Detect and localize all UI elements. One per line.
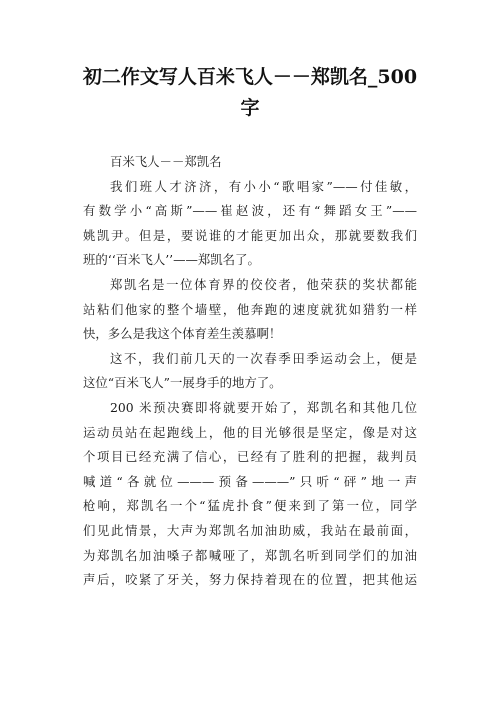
text-line: 快，多么是我这个体育差生羡慕啊！ bbox=[83, 326, 282, 342]
text-line: 声后，咬紧了牙关，努力保持着现在的位置，把其他运 bbox=[83, 572, 417, 588]
text-line: 们见此情景，大声为郑凯名加油助威，我站在最前面， bbox=[83, 522, 417, 538]
text-line: 枪响，郑凯名一个“猛虎扑食”便来到了第一位，同学 bbox=[83, 498, 417, 514]
title-line-2: 字 bbox=[240, 97, 260, 119]
text-line: 运动员站在起跑线上，他的目光够很是坚定，像是对这 bbox=[83, 424, 417, 440]
text-line: 个项目已经充满了信心，已经有了胜利的把握，裁判员 bbox=[83, 449, 417, 465]
text-line: 这不，我们前几天的一次春季田季运动会上，便是 bbox=[110, 350, 417, 366]
article-subtitle: 百米飞人－－郑凯名 bbox=[110, 154, 222, 169]
document-title bbox=[60, 62, 440, 124]
text-line: 这位“百米飞人”一展身手的地方了。 bbox=[83, 375, 282, 391]
text-line: 姚凯尹。但是，要说谁的才能更加出众，那就要数我们 bbox=[83, 227, 417, 243]
text-line: 站粘们他家的整个墙壁，他奔跑的速度就犹如猎豹一样 bbox=[83, 301, 417, 317]
text-line: 为郑凯名加油嗓子都喊哑了，郑凯名听到同学们的加油 bbox=[83, 547, 417, 563]
text-line: 班的‘‘百米飞人’’——郑凯名了。 bbox=[83, 252, 260, 268]
title-line-1: 初二作文写人百米飞人－－郑凯名_500 bbox=[82, 66, 418, 88]
text-line: 喊道“各就位———预备———”只听“砰”地一声 bbox=[83, 473, 417, 489]
article-body bbox=[83, 150, 417, 593]
text-line: 郑凯名是一位体育界的佼佼者，他荣获的奖状都能 bbox=[110, 276, 417, 292]
text-line: 有数学小“高斯”——崔赵波，还有“舞蹈女王”—— bbox=[83, 203, 417, 219]
text-line: 200 米预决赛即将就要开始了，郑凯名和其他几位 bbox=[110, 399, 417, 415]
text-line: 我们班人才济济，有小小“歌唱家”——付佳敏， bbox=[110, 178, 417, 194]
